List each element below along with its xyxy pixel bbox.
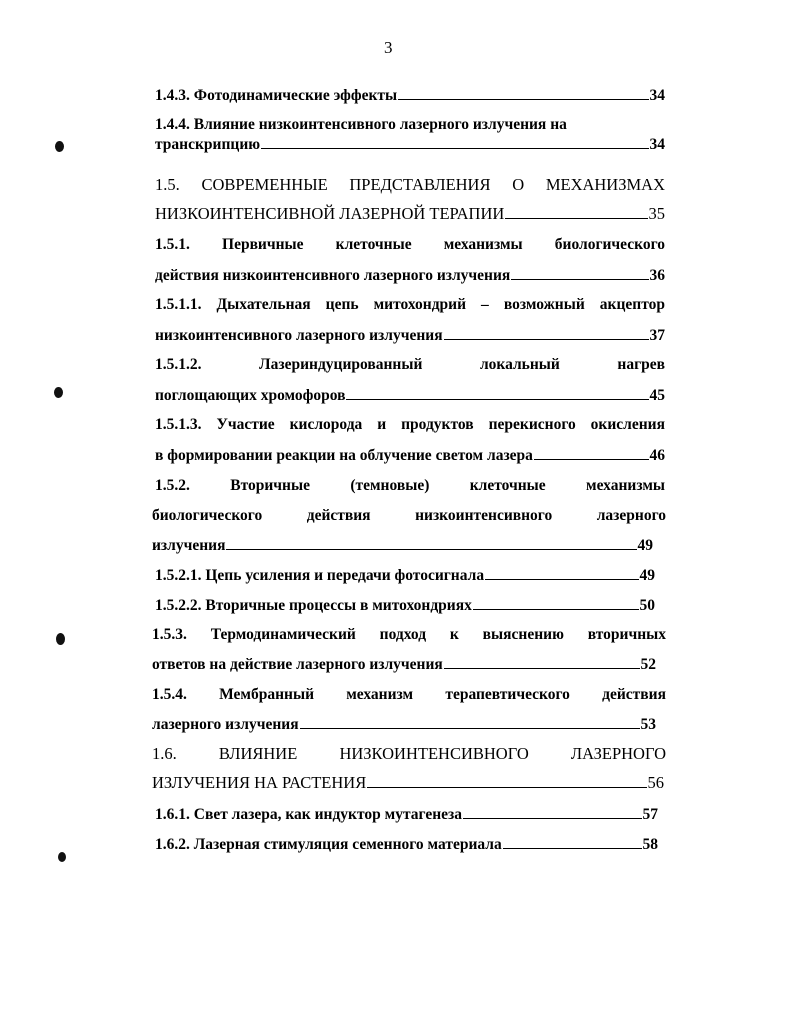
page-number: 3 bbox=[384, 38, 393, 57]
toc-page-ref: 56 bbox=[647, 773, 664, 792]
toc-entry-1-5-4-line2 bbox=[152, 714, 656, 735]
toc-page-ref: 45 bbox=[649, 387, 665, 404]
toc-entry-1-5-1-line2 bbox=[155, 265, 665, 286]
toc-page-ref: 58 bbox=[642, 836, 658, 853]
toc-page-ref: 49 bbox=[639, 567, 655, 584]
toc-leader bbox=[505, 204, 647, 219]
toc-page-ref: 53 bbox=[640, 716, 656, 733]
toc-entry-title: ответов на действие лазерного излучения bbox=[152, 656, 443, 673]
toc-page-ref: 50 bbox=[639, 597, 655, 614]
toc-leader bbox=[444, 654, 640, 669]
toc-entry-1-5-3-line2 bbox=[152, 654, 656, 675]
toc-leader bbox=[300, 714, 640, 729]
toc-entry-title: НИЗКОИНТЕНСИВНОЙ ЛАЗЕРНОЙ ТЕРАПИИ bbox=[155, 204, 505, 223]
toc-entry-1-6-1 bbox=[155, 804, 658, 825]
toc-entry-title: 1.5.2.2. Вторичные процессы в митохондриях bbox=[155, 597, 472, 614]
toc-entry-1-5-2-2 bbox=[155, 595, 655, 616]
toc-entry-1-5-1-3-line1: 1.5.1.3. Участие кислорода и продуктов перекисного окисления bbox=[155, 416, 665, 433]
toc-page-ref: 49 bbox=[637, 537, 653, 554]
toc-entry-title: 1.5.2.1. Цепь усиления и передачи фотосигнала bbox=[155, 567, 485, 584]
toc-entry-title: излучения bbox=[152, 537, 226, 554]
scan-mark bbox=[58, 852, 66, 862]
toc-entry-1-5-1-2-line1: 1.5.1.2. Лазериндуцированный локальный нагрев bbox=[155, 356, 665, 373]
toc-page-ref: 37 bbox=[649, 327, 665, 344]
toc-page-ref: 36 bbox=[649, 267, 665, 284]
scan-mark bbox=[55, 141, 64, 152]
toc-entry-1-6-2 bbox=[155, 834, 658, 855]
toc-leader bbox=[346, 385, 648, 400]
toc-entry-1-5-4-line1: 1.5.4. Мембранный механизм терапевтического действия bbox=[152, 686, 666, 703]
toc-entry-1-5-1-3-line2 bbox=[155, 445, 665, 466]
toc-entry-title: низкоинтенсивного лазерного излучения bbox=[155, 327, 443, 344]
toc-section-1-6-line2 bbox=[152, 773, 664, 793]
toc-entry-title: лазерного излучения bbox=[152, 716, 299, 733]
toc-entry-title: в формировании реакции на облучение светом лазера bbox=[155, 447, 533, 464]
toc-entry-1-5-1-line1: 1.5.1. Первичные клеточные механизмы биологического bbox=[155, 236, 665, 253]
toc-entry-1-4-3 bbox=[155, 85, 665, 106]
toc-page-ref: 46 bbox=[649, 447, 665, 464]
toc-leader bbox=[473, 595, 639, 610]
toc-entry-title: поглощающих хромофоров bbox=[155, 387, 346, 404]
toc-page-ref: 57 bbox=[642, 806, 658, 823]
toc-page-ref: 34 bbox=[649, 87, 665, 104]
toc-entry-1-5-3-line1: 1.5.3. Термодинамический подход к выяснению вторичных bbox=[152, 626, 666, 643]
toc-entry-title: 1.6.1. Свет лазера, как индуктор мутагенеза bbox=[155, 806, 463, 823]
toc-entry-1-5-2-line3 bbox=[152, 535, 653, 556]
toc-leader bbox=[226, 535, 636, 550]
toc-leader bbox=[367, 773, 646, 788]
toc-entry-title: 1.4.3. Фотодинамические эффекты bbox=[155, 87, 398, 104]
toc-entry-title: ИЗЛУЧЕНИЯ НА РАСТЕНИЯ bbox=[152, 773, 367, 792]
toc-entry-1-4-4-line1: 1.4.4. Влияние низкоинтенсивного лазерного излучения на bbox=[155, 116, 567, 133]
scan-mark bbox=[56, 633, 65, 645]
toc-entry-1-5-1-2-line2 bbox=[155, 385, 665, 406]
toc-entry-title: транскрипцию bbox=[155, 136, 261, 153]
toc-page-ref: 52 bbox=[640, 656, 656, 673]
toc-leader bbox=[511, 265, 648, 280]
toc-section-1-6-line1: 1.6. ВЛИЯНИЕ НИЗКОИНТЕНСИВНОГО ЛАЗЕРНОГО bbox=[152, 744, 666, 763]
toc-entry-title: 1.6.2. Лазерная стимуляция семенного материала bbox=[155, 836, 502, 853]
toc-entry-1-5-1-1-line2 bbox=[155, 325, 665, 346]
toc-leader bbox=[444, 325, 649, 340]
toc-leader bbox=[398, 85, 648, 100]
toc-entry-title: действия низкоинтенсивного лазерного излучения bbox=[155, 267, 511, 284]
toc-leader bbox=[463, 804, 641, 819]
toc-leader bbox=[503, 834, 642, 849]
toc-leader bbox=[485, 565, 638, 580]
toc-leader bbox=[261, 134, 648, 149]
toc-page-ref: 35 bbox=[648, 204, 665, 223]
toc-page-ref: 34 bbox=[649, 136, 665, 153]
toc-entry-1-4-4-line2 bbox=[155, 134, 665, 155]
toc-section-1-5-line2 bbox=[155, 204, 665, 224]
toc-entry-1-5-2-line1: 1.5.2. Вторичные (темновые) клеточные механизмы bbox=[155, 477, 665, 494]
toc-leader bbox=[534, 445, 649, 460]
toc-entry-1-5-1-1-line1: 1.5.1.1. Дыхательная цепь митохондрий – возможный акцептор bbox=[155, 296, 665, 313]
toc-entry-1-5-2-1 bbox=[155, 565, 655, 586]
scan-mark bbox=[54, 387, 63, 398]
toc-entry-1-5-2-line2: биологического действия низкоинтенсивного лазерного bbox=[152, 507, 666, 524]
toc-section-1-5-line1: 1.5. СОВРЕМЕННЫЕ ПРЕДСТАВЛЕНИЯ О МЕХАНИЗМАХ bbox=[155, 175, 665, 194]
